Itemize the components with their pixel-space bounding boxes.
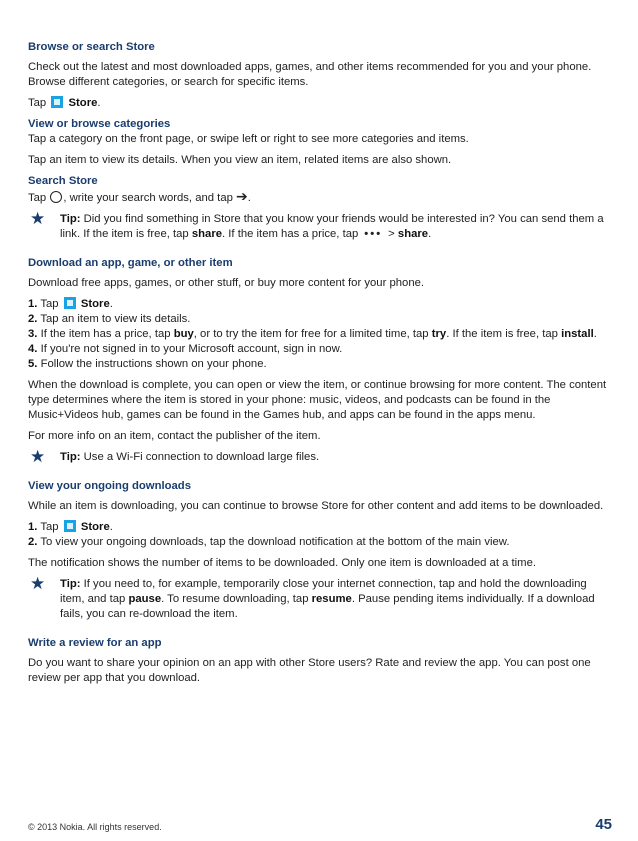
review-text: Do you want to share your opinion on an app with other Store users? Rate and review the app. You can post one review per app that you download.: [28, 657, 591, 684]
step-1: 1. Tap Store.: [28, 298, 113, 310]
step-5: 5. Follow the instructions shown on your phone.: [28, 358, 267, 370]
section-title-ongoing: View your ongoing downloads: [28, 480, 191, 492]
copyright: © 2013 Nokia. All rights reserved.: [28, 822, 162, 832]
browse-intro: Check out the latest and most downloaded apps, games, and other items recommended for you and your phone. Browse different categories, or search for specific items.: [28, 61, 592, 88]
download-steps: [28, 297, 614, 372]
star-icon: ★: [30, 447, 46, 466]
page-number: 45: [595, 816, 612, 833]
download-intro: Download free apps, games, or other stuff, or buy more content for your phone.: [28, 277, 425, 289]
step-3: 3. If the item has a price, tap buy, or to try the item for free for a limited time, tap try. If the item is free, tap install.: [28, 328, 597, 340]
step-2: 2. To view your ongoing downloads, tap the download notification at the bottom of the main view.: [28, 536, 510, 548]
tip-share: ★ Tip: Did you find something in Store that you know your friends would be interested in? You can send them a link. If the item is free, tap share. If the item has a price, tap ••• > share.: [30, 209, 604, 240]
step-1: 1. Tap Store.: [28, 521, 113, 533]
ongoing-intro: While an item is downloading, you can continue to browse Store for other content and add items to be downloaded.: [28, 500, 604, 512]
notification-text: The notification shows the number of items to be downloaded. Only one item is downloaded at a time.: [28, 557, 537, 569]
tip-wifi: ★ Tip: Use a Wi-Fi connection to download large files.: [30, 447, 320, 466]
store-icon: [64, 520, 76, 532]
step-2: 2. Tap an item to view its details.: [28, 313, 191, 325]
section-title-review: Write a review for an app: [28, 637, 162, 649]
arrow-right-icon: ➔: [236, 188, 248, 204]
store-icon: [51, 96, 63, 108]
subheading-categories: View or browse categories: [28, 118, 171, 130]
categories-text: Tap a category on the front page, or swipe left or right to see more categories and items.: [28, 133, 469, 145]
browse-tap-store: Tap Store.: [28, 97, 101, 109]
star-icon: ★: [30, 209, 46, 228]
star-icon: ★: [30, 574, 46, 593]
section-title-download: Download an app, game, or other item: [28, 257, 233, 269]
more-dots-icon: •••: [364, 228, 383, 240]
step-4: 4. If you're not signed in to your Microsoft account, sign in now.: [28, 343, 343, 355]
item-details-text: Tap an item to view its details. When you view an item, related items are also shown.: [28, 154, 452, 166]
publisher-text: For more info on an item, contact the publisher of the item.: [28, 430, 321, 442]
ongoing-steps: [28, 520, 614, 550]
document-body: [28, 40, 614, 692]
download-complete-text: When the download is complete, you can open or view the item, or continue browsing for more content. The content type determines where the item is stored in your phone: music, videos, and podcasts can be found in the Music+Videos hub, games can be found in the Games hub, and apps can be found in the apps menu.: [28, 379, 607, 421]
search-text: Tap , write your search words, and tap ➔.: [28, 188, 251, 204]
section-title-browse: Browse or search Store: [28, 41, 155, 53]
tip-pause: ★ Tip: If you need to, for example, temporarily close your internet connection, tap and hold the downloading item, and tap pause. To resume downloading, tap resume. Pause pending items individually. If a download fails, you can re-download the item.: [30, 574, 595, 620]
subheading-search: Search Store: [28, 175, 98, 187]
store-icon: [64, 297, 76, 309]
search-icon: [50, 191, 62, 203]
